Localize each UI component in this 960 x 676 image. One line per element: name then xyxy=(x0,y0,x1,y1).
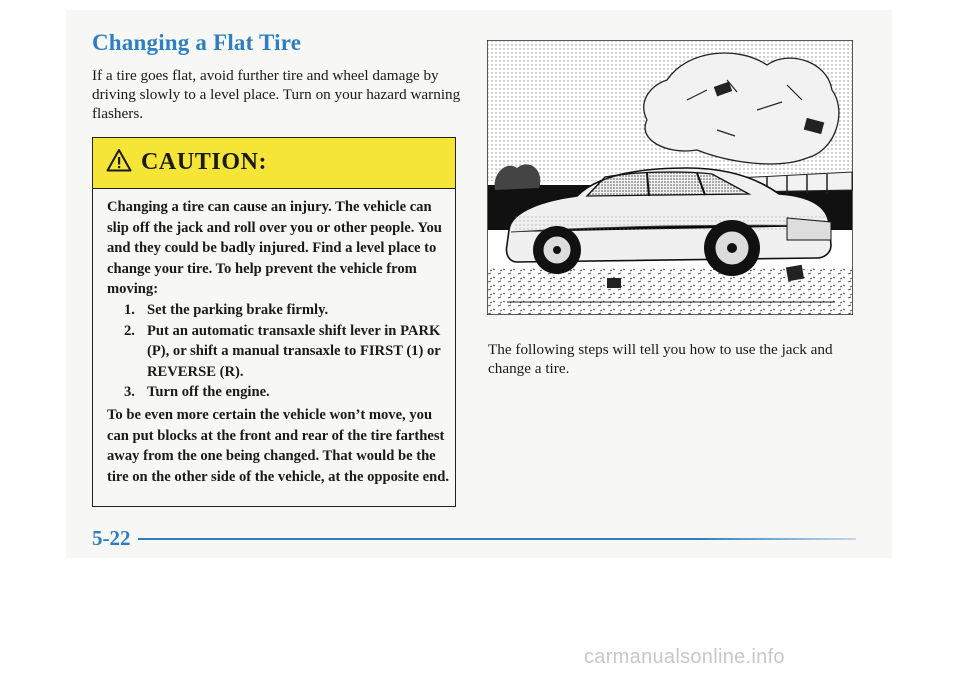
caution-step xyxy=(107,382,453,403)
section-title: Changing a Flat Tire xyxy=(92,30,302,55)
caution-paragraph: Changing a tire can cause an injury. The vehicle can slip off the jack and roll over you or other people. You and they could be badly injured. Find a level place to change your tire. To help prevent the vehicle from moving: xyxy=(107,199,442,298)
page-number: 5-22 xyxy=(92,526,131,550)
step-number: 2. xyxy=(124,322,135,339)
step-text: Set the parking brake firmly. xyxy=(147,301,329,318)
following-steps-paragraph: The following steps will tell you how to use the jack and change a tire. xyxy=(488,341,833,377)
caution-step xyxy=(107,321,453,383)
caution-banner xyxy=(93,138,455,189)
caution-paragraph: To be even more certain the vehicle won’t move, you can put blocks at the front and rear of the tire farthest away from the one being changed. That would be the tire on the other side of the vehicle, at the opposite end. xyxy=(107,406,449,485)
step-text: Put an automatic transaxle shift lever in PARK (P), or shift a manual transaxle to FIRST (1) or REVERSE (R). xyxy=(147,322,441,380)
footer-rule xyxy=(138,538,856,540)
caution-steps xyxy=(107,300,453,403)
step-number: 3. xyxy=(124,384,135,401)
warning-triangle-icon xyxy=(106,148,132,172)
intro-paragraph: If a tire goes flat, avoid further tire and wheel damage by driving slowly to a level place. Turn on your hazard warning flashers. xyxy=(92,67,461,122)
caution-step xyxy=(107,300,453,321)
caution-box xyxy=(92,137,456,507)
site-watermark: carmanualsonline.info xyxy=(584,646,785,668)
caution-label: CAUTION: xyxy=(141,149,268,175)
caution-body xyxy=(107,197,453,487)
step-number: 1. xyxy=(124,301,135,318)
car-on-roadside-illustration xyxy=(487,40,853,315)
step-text: Turn off the engine. xyxy=(147,384,270,401)
